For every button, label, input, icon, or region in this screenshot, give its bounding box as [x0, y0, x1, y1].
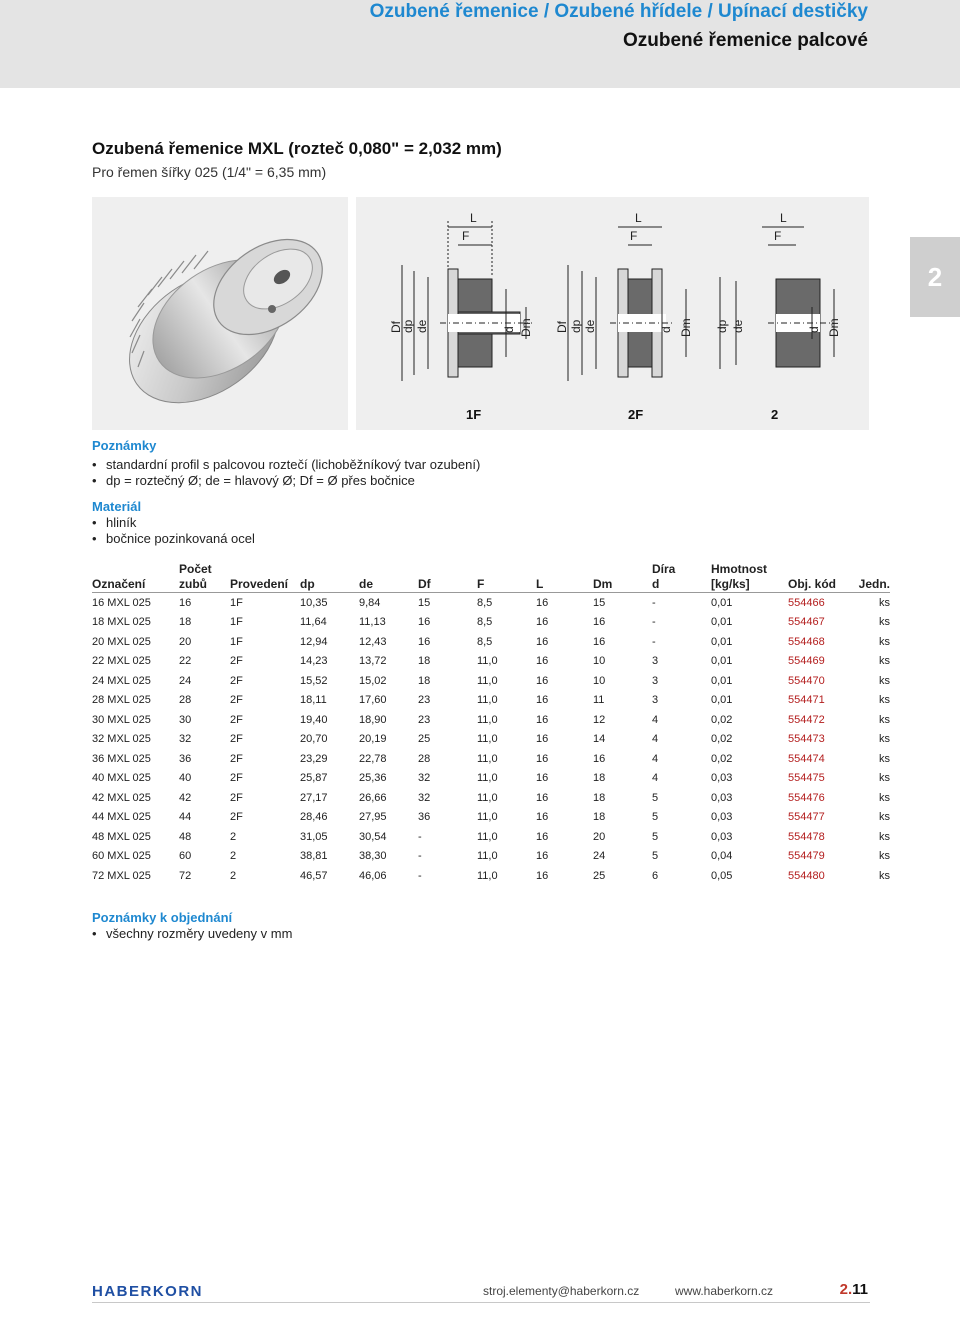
- col-dm: Dm: [593, 559, 652, 593]
- cell-jednotka: ks: [879, 635, 890, 648]
- table-row: [92, 710, 890, 730]
- col-df: Df: [418, 559, 477, 593]
- material-list: [92, 515, 255, 547]
- cell-oznaceni: 20 MXL 025: [92, 635, 151, 648]
- cell-obj-kod[interactable]: 554475: [788, 772, 825, 785]
- notes-list: [92, 457, 480, 489]
- cell-f: 11,0: [477, 791, 498, 804]
- cell-dp: 20,70: [300, 733, 328, 746]
- cell-provedeni: 1F: [230, 635, 243, 648]
- table-row: [92, 613, 890, 633]
- cell-dm: 18: [593, 791, 606, 804]
- cell-dp: 31,05: [300, 830, 328, 843]
- cell-hmotnost: 0,03: [711, 791, 733, 804]
- cell-de: 30,54: [359, 830, 387, 843]
- cell-dm: 16: [593, 635, 606, 648]
- cell-dp: 27,17: [300, 791, 328, 804]
- cell-f: 8,5: [477, 616, 493, 629]
- cell-jednotka: ks: [879, 830, 890, 843]
- cell-dira: 5: [652, 791, 659, 804]
- brand-logo[interactable]: HABERKORN: [92, 1283, 203, 1300]
- cell-dp: 38,81: [300, 850, 328, 863]
- section-tab[interactable]: 2: [910, 237, 960, 317]
- cell-obj-kod[interactable]: 554479: [788, 850, 825, 863]
- col-f: F: [477, 559, 536, 593]
- cell-df: 23: [418, 713, 431, 726]
- cell-provedeni: 2: [230, 850, 237, 863]
- cell-f: 11,0: [477, 713, 498, 726]
- cell-pocet-zubu: 44: [179, 811, 192, 824]
- cell-f: 11,0: [477, 674, 498, 687]
- cell-df: 36: [418, 811, 431, 824]
- cell-hmotnost: 0,03: [711, 830, 733, 843]
- cell-dm: 15: [593, 596, 606, 609]
- cell-pocet-zubu: 16: [179, 596, 192, 609]
- cell-f: 8,5: [477, 635, 493, 648]
- cell-dm: 16: [593, 752, 606, 765]
- label-d-2: d: [807, 326, 821, 333]
- cell-oznaceni: 44 MXL 025: [92, 811, 151, 824]
- cell-df: 32: [418, 772, 431, 785]
- cell-dm: 25: [593, 869, 606, 882]
- table-row: [92, 652, 890, 672]
- cell-obj-kod[interactable]: 554472: [788, 713, 825, 726]
- cell-df: 32: [418, 791, 431, 804]
- cell-jednotka: ks: [879, 811, 890, 824]
- cell-provedeni: 2F: [230, 772, 243, 785]
- caption-2: 2: [771, 407, 779, 422]
- cell-pocet-zubu: 22: [179, 655, 192, 668]
- cell-oznaceni: 18 MXL 025: [92, 616, 151, 629]
- cell-oznaceni: 24 MXL 025: [92, 674, 151, 687]
- cell-provedeni: 2F: [230, 733, 243, 746]
- cell-f: 11,0: [477, 830, 498, 843]
- cell-pocet-zubu: 72: [179, 869, 192, 882]
- cell-hmotnost: 0,01: [711, 694, 733, 707]
- table-header-row: [92, 559, 890, 593]
- cell-dm: 18: [593, 772, 606, 785]
- cell-obj-kod[interactable]: 554480: [788, 869, 825, 882]
- cell-jednotka: ks: [879, 869, 890, 882]
- cell-de: 17,60: [359, 694, 387, 707]
- cell-dira: 4: [652, 713, 659, 726]
- cell-l: 16: [536, 830, 549, 843]
- cell-pocet-zubu: 20: [179, 635, 192, 648]
- cell-l: 16: [536, 655, 549, 668]
- table-body: [92, 593, 890, 886]
- table-row: [92, 691, 890, 711]
- table-row: [92, 730, 890, 750]
- cell-dp: 11,64: [300, 616, 327, 629]
- cell-jednotka: ks: [879, 655, 890, 668]
- list-item: • standardní profil s palcovou roztečí (lichoběžníkový tvar ozubení): [92, 457, 480, 473]
- cell-hmotnost: 0,01: [711, 655, 733, 668]
- cell-l: 16: [536, 733, 549, 746]
- cell-dp: 28,46: [300, 811, 328, 824]
- cell-de: 12,43: [359, 635, 387, 648]
- cell-hmotnost: 0,01: [711, 635, 733, 648]
- cell-pocet-zubu: 24: [179, 674, 192, 687]
- cell-pocet-zubu: 18: [179, 616, 192, 629]
- order-notes-heading: Poznámky k objednání: [92, 910, 233, 925]
- cell-jednotka: ks: [879, 674, 890, 687]
- cell-dira: 3: [652, 655, 659, 668]
- cell-dira: -: [652, 616, 656, 629]
- subcategory-title: Ozubené řemenice palcové: [623, 30, 868, 51]
- cell-l: 16: [536, 772, 549, 785]
- footer-web-link[interactable]: www.haberkorn.cz: [675, 1284, 774, 1298]
- cell-provedeni: 2F: [230, 694, 243, 707]
- cell-dp: 10,35: [300, 596, 328, 609]
- label-f-2: F: [774, 229, 782, 243]
- cell-obj-kod[interactable]: 554473: [788, 733, 825, 746]
- cell-df: 18: [418, 655, 431, 668]
- cell-oznaceni: 40 MXL 025: [92, 772, 151, 785]
- page-number: 2.11: [839, 1281, 868, 1298]
- col-pocet-zubu: Počet zubů: [179, 559, 230, 593]
- cell-hmotnost: 0,02: [711, 752, 733, 765]
- label-dp-1f: dp: [401, 319, 415, 333]
- label-f-1f: F: [462, 229, 470, 243]
- cell-dm: 14: [593, 733, 606, 746]
- cell-obj-kod[interactable]: 554466: [788, 596, 825, 609]
- cell-jednotka: ks: [879, 694, 890, 707]
- label-dp-2f: dp: [569, 319, 583, 333]
- cell-oznaceni: 60 MXL 025: [92, 850, 151, 863]
- label-l-2: L: [780, 211, 787, 225]
- cell-dp: 14,23: [300, 655, 328, 668]
- cell-oznaceni: 22 MXL 025: [92, 655, 151, 668]
- cell-hmotnost: 0,05: [711, 869, 733, 882]
- cell-de: 26,66: [359, 791, 387, 804]
- cell-df: 15: [418, 596, 431, 609]
- cell-f: 8,5: [477, 596, 493, 609]
- cell-jednotka: ks: [879, 850, 890, 863]
- cell-l: 16: [536, 616, 549, 629]
- cell-dm: 20: [593, 830, 606, 843]
- cell-l: 16: [536, 635, 549, 648]
- cell-de: 20,19: [359, 733, 387, 746]
- label-df-1f: Df: [389, 321, 403, 333]
- cell-dp: 23,29: [300, 752, 328, 765]
- cell-hmotnost: 0,04: [711, 850, 733, 863]
- cell-dira: 4: [652, 752, 659, 765]
- col-l: L: [536, 559, 593, 593]
- cell-df: 18: [418, 674, 431, 687]
- cell-dira: 3: [652, 674, 659, 687]
- cell-l: 16: [536, 850, 549, 863]
- cell-df: -: [418, 830, 422, 843]
- label-l-2f: L: [635, 211, 642, 225]
- col-de: de: [359, 559, 418, 593]
- cell-dira: 5: [652, 830, 659, 843]
- cell-dira: 3: [652, 694, 659, 707]
- category-title: Ozubené řemenice / Ozubené hřídele / Upínací destičky: [369, 1, 868, 22]
- cell-pocet-zubu: 48: [179, 830, 192, 843]
- cell-pocet-zubu: 40: [179, 772, 192, 785]
- cell-f: 11,0: [477, 752, 498, 765]
- cell-jednotka: ks: [879, 772, 890, 785]
- cell-hmotnost: 0,03: [711, 811, 733, 824]
- cell-hmotnost: 0,02: [711, 733, 733, 746]
- cell-dira: 5: [652, 850, 659, 863]
- cell-jednotka: ks: [879, 752, 890, 765]
- cell-dira: 4: [652, 733, 659, 746]
- diagram-2f: [568, 227, 686, 381]
- table-row: [92, 593, 890, 613]
- cell-l: 16: [536, 791, 549, 804]
- dimension-diagrams: [356, 197, 869, 430]
- product-title: Ozubená řemenice MXL (rozteč 0,080" = 2,032 mm): [92, 139, 502, 158]
- list-item: • hliník: [92, 515, 255, 531]
- caption-1f: 1F: [466, 407, 482, 422]
- cell-oznaceni: 16 MXL 025: [92, 596, 151, 609]
- table-row: [92, 632, 890, 652]
- cell-dp: 46,57: [300, 869, 328, 882]
- cell-dira: 5: [652, 811, 659, 824]
- cell-hmotnost: 0,01: [711, 674, 733, 687]
- cell-de: 15,02: [359, 674, 387, 687]
- list-item: • dp = roztečný Ø; de = hlavový Ø; Df = Ø přes bočnice: [92, 473, 480, 489]
- cell-l: 16: [536, 752, 549, 765]
- cell-provedeni: 2: [230, 830, 237, 843]
- cell-dp: 12,94: [300, 635, 328, 648]
- cell-f: 11,0: [477, 694, 498, 707]
- label-f-2f: F: [630, 229, 638, 243]
- table-row: [92, 847, 890, 867]
- label-dm-2f: Dm: [679, 318, 693, 337]
- cell-dm: 24: [593, 850, 606, 863]
- cell-provedeni: 2F: [230, 791, 243, 804]
- cell-pocet-zubu: 28: [179, 694, 192, 707]
- cell-pocet-zubu: 32: [179, 733, 192, 746]
- cell-dira: 6: [652, 869, 659, 882]
- list-item: • bočnice pozinkovaná ocel: [92, 531, 255, 547]
- cell-provedeni: 1F: [230, 616, 243, 629]
- cell-df: -: [418, 869, 422, 882]
- cell-l: 16: [536, 596, 549, 609]
- cell-hmotnost: 0,01: [711, 596, 733, 609]
- cell-jednotka: ks: [879, 596, 890, 609]
- cell-dm: 10: [593, 655, 606, 668]
- cell-de: 18,90: [359, 713, 387, 726]
- table-row: [92, 866, 890, 886]
- diagram-1f: [402, 221, 532, 381]
- diagram-2: [720, 227, 834, 369]
- col-obj-kod: Obj. kód: [788, 559, 840, 593]
- product-subtitle: Pro řemen šířky 025 (1/4" = 6,35 mm): [92, 164, 327, 180]
- cell-l: 16: [536, 811, 549, 824]
- label-df-2f: Df: [555, 321, 569, 333]
- cell-dm: 18: [593, 811, 606, 824]
- cell-hmotnost: 0,03: [711, 772, 733, 785]
- cell-obj-kod[interactable]: 554469: [788, 655, 825, 668]
- cell-provedeni: 2F: [230, 713, 243, 726]
- cell-pocet-zubu: 42: [179, 791, 192, 804]
- cell-f: 11,0: [477, 733, 498, 746]
- cell-de: 9,84: [359, 596, 381, 609]
- label-de-2: de: [731, 319, 745, 333]
- col-hmotnost: Hmotnost [kg/ks]: [711, 559, 788, 593]
- cell-dm: 11: [593, 694, 605, 707]
- cell-provedeni: 2F: [230, 752, 243, 765]
- cell-de: 46,06: [359, 869, 387, 882]
- label-l-1f: L: [470, 211, 477, 225]
- col-jednotka: Jedn.: [840, 559, 890, 593]
- cell-de: 25,36: [359, 772, 387, 785]
- cell-df: 23: [418, 694, 431, 707]
- col-oznaceni: Označení: [92, 559, 179, 593]
- label-dm-2: Dm: [827, 318, 841, 337]
- col-dira: Díra d: [652, 559, 711, 593]
- cell-obj-kod[interactable]: 554468: [788, 635, 825, 648]
- cell-dp: 15,52: [300, 674, 328, 687]
- label-de-2f: de: [583, 319, 597, 333]
- product-photo: [92, 197, 348, 430]
- cell-l: 16: [536, 694, 549, 707]
- cell-df: 16: [418, 635, 431, 648]
- cell-de: 38,30: [359, 850, 387, 863]
- col-dp: dp: [300, 559, 359, 593]
- cell-f: 11,0: [477, 811, 498, 824]
- cell-oznaceni: 72 MXL 025: [92, 869, 151, 882]
- table-row: [92, 808, 890, 828]
- cell-oznaceni: 48 MXL 025: [92, 830, 151, 843]
- table-row: [92, 788, 890, 808]
- cell-provedeni: 1F: [230, 596, 243, 609]
- cell-jednotka: ks: [879, 791, 890, 804]
- cell-obj-kod[interactable]: 554476: [788, 791, 825, 804]
- label-dm-1f: Dm: [519, 318, 533, 337]
- cell-jednotka: ks: [879, 616, 890, 629]
- cell-l: 16: [536, 674, 549, 687]
- table-row: [92, 827, 890, 847]
- cell-obj-kod[interactable]: 554474: [788, 752, 825, 765]
- cell-pocet-zubu: 30: [179, 713, 192, 726]
- product-table: [92, 559, 890, 886]
- cell-obj-kod[interactable]: 554467: [788, 616, 825, 629]
- cell-obj-kod[interactable]: 554477: [788, 811, 825, 824]
- cell-provedeni: 2: [230, 869, 237, 882]
- cell-hmotnost: 0,02: [711, 713, 733, 726]
- cell-df: 25: [418, 733, 431, 746]
- cell-dp: 19,40: [300, 713, 328, 726]
- cell-df: -: [418, 850, 422, 863]
- cell-obj-kod[interactable]: 554471: [788, 694, 825, 707]
- cell-dm: 10: [593, 674, 606, 687]
- order-notes-list: [92, 926, 292, 942]
- cell-oznaceni: 30 MXL 025: [92, 713, 151, 726]
- cell-f: 11,0: [477, 772, 498, 785]
- label-de-1f: de: [415, 319, 429, 333]
- cell-oznaceni: 42 MXL 025: [92, 791, 151, 804]
- cell-oznaceni: 28 MXL 025: [92, 694, 151, 707]
- label-d-1f: d: [502, 326, 516, 333]
- cell-de: 11,13: [359, 616, 386, 629]
- label-dp-2: dp: [715, 319, 729, 333]
- cell-oznaceni: 32 MXL 025: [92, 733, 151, 746]
- cell-f: 11,0: [477, 850, 498, 863]
- cell-oznaceni: 36 MXL 025: [92, 752, 151, 765]
- cell-pocet-zubu: 36: [179, 752, 192, 765]
- table-row: [92, 769, 890, 789]
- cell-obj-kod[interactable]: 554470: [788, 674, 825, 687]
- cell-provedeni: 2F: [230, 811, 243, 824]
- cell-dp: 25,87: [300, 772, 328, 785]
- cell-pocet-zubu: 60: [179, 850, 192, 863]
- cell-l: 16: [536, 713, 549, 726]
- col-provedeni: Provedení: [230, 559, 300, 593]
- label-d-2f: d: [659, 326, 673, 333]
- cell-dp: 18,11: [300, 694, 327, 707]
- material-heading: Materiál: [92, 499, 142, 514]
- cell-df: 28: [418, 752, 431, 765]
- table-row: [92, 749, 890, 769]
- cell-dira: -: [652, 596, 656, 609]
- footer-divider: [92, 1302, 870, 1303]
- footer-email-link[interactable]: stroj.elementy@haberkorn.cz: [483, 1284, 640, 1298]
- cell-dira: 4: [652, 772, 659, 785]
- cell-f: 11,0: [477, 655, 498, 668]
- table-row: [92, 671, 890, 691]
- cell-f: 11,0: [477, 869, 498, 882]
- cell-obj-kod[interactable]: 554478: [788, 830, 825, 843]
- cell-jednotka: ks: [879, 733, 890, 746]
- notes-heading: Poznámky: [92, 438, 157, 453]
- cell-hmotnost: 0,01: [711, 616, 733, 629]
- cell-dm: 16: [593, 616, 606, 629]
- cell-df: 16: [418, 616, 431, 629]
- cell-dira: -: [652, 635, 656, 648]
- cell-provedeni: 2F: [230, 655, 243, 668]
- cell-l: 16: [536, 869, 549, 882]
- cell-de: 22,78: [359, 752, 387, 765]
- cell-de: 13,72: [359, 655, 387, 668]
- cell-provedeni: 2F: [230, 674, 243, 687]
- list-item: • všechny rozměry uvedeny v mm: [92, 926, 292, 942]
- caption-2f: 2F: [628, 407, 644, 422]
- cell-jednotka: ks: [879, 713, 890, 726]
- cell-dm: 12: [593, 713, 606, 726]
- cell-de: 27,95: [359, 811, 387, 824]
